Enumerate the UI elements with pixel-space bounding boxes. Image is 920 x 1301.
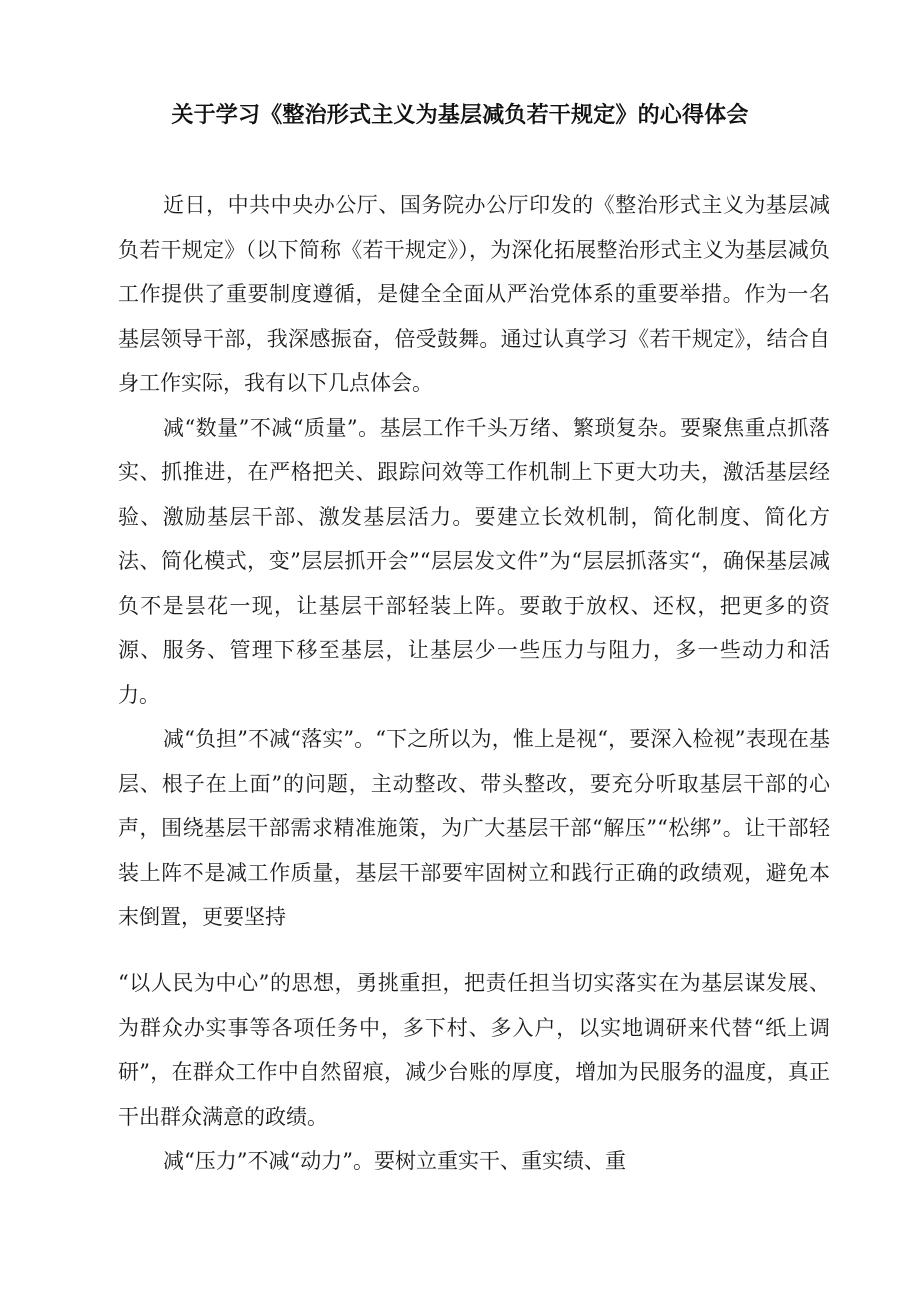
paragraph-intro: 近日，中共中央办公厅、国务院办公厅印发的《整治形式主义为基层减负若干规定》（以下简称《若干规定》），为深化拓展整治形式主义为基层减负工作提供了重要制度遵循，是健全全面从严治党体系的重要举措。作为一名基层领导干部，我深感振奋，倍受鼓舞。通过认真学习《若干规定》，结合自身工作实际，我有以下几点体会。 [118, 193, 830, 395]
document-title: 关于学习《整治形式主义为基层减负若干规定》的心得体会 [171, 103, 749, 128]
paragraph-quantity-quality: 减“数量”不减“质量”。基层工作千头万绪、繁琐复杂。要聚焦重点抓落实、抓推进，在严格把关、跟踪问效等工作机制上下更大功夫，激活基层经验、激励基层干部、激发基层活力。要建立长效机制，简化制度、简化方法、简化模式，变”层层抓开会”“层层发文件”为“层层抓落实“，确保基层减负不是昙花一现，让基层干部轻装上阵。要敢于放权、还权，把更多的资源、服务、管理下移至基层，让基层少一些压力与阻力，多一些动力和活力。 [118, 415, 830, 707]
body-text-block-2 [118, 961, 830, 1184]
body-text-block-1 [118, 183, 830, 940]
paragraph-burden-implementation: 减“负担”不减“落实”。“下之所以为，惟上是视“，要深入检视”表现在基层、根子在上面”的问题，主动整改、带头整改，要充分听取基层干部的心声，围绕基层干部需求精准施策，为广大基层干部“解压”“松绑”。让干部轻装上阵不是减工作质量，基层干部要牢固树立和践行正确的政绩观，避免本末倒置，更要坚持 [118, 727, 830, 929]
paragraph-people-centered: “以人民为中心”的思想，勇挑重担，把责任担当切实落实在为基层谋发展、为群众办实事等各项任务中，多下村、多入户，以实地调研来代替“纸上调研”，在群众工作中自然留痕，减少台账的厚度，增加为民服务的温度，真正干出群众满意的政绩。 [118, 971, 830, 1129]
paragraph-pressure-motivation: 减“压力”不减“动力”。要树立重实干、重实绩、重 [163, 1149, 626, 1173]
